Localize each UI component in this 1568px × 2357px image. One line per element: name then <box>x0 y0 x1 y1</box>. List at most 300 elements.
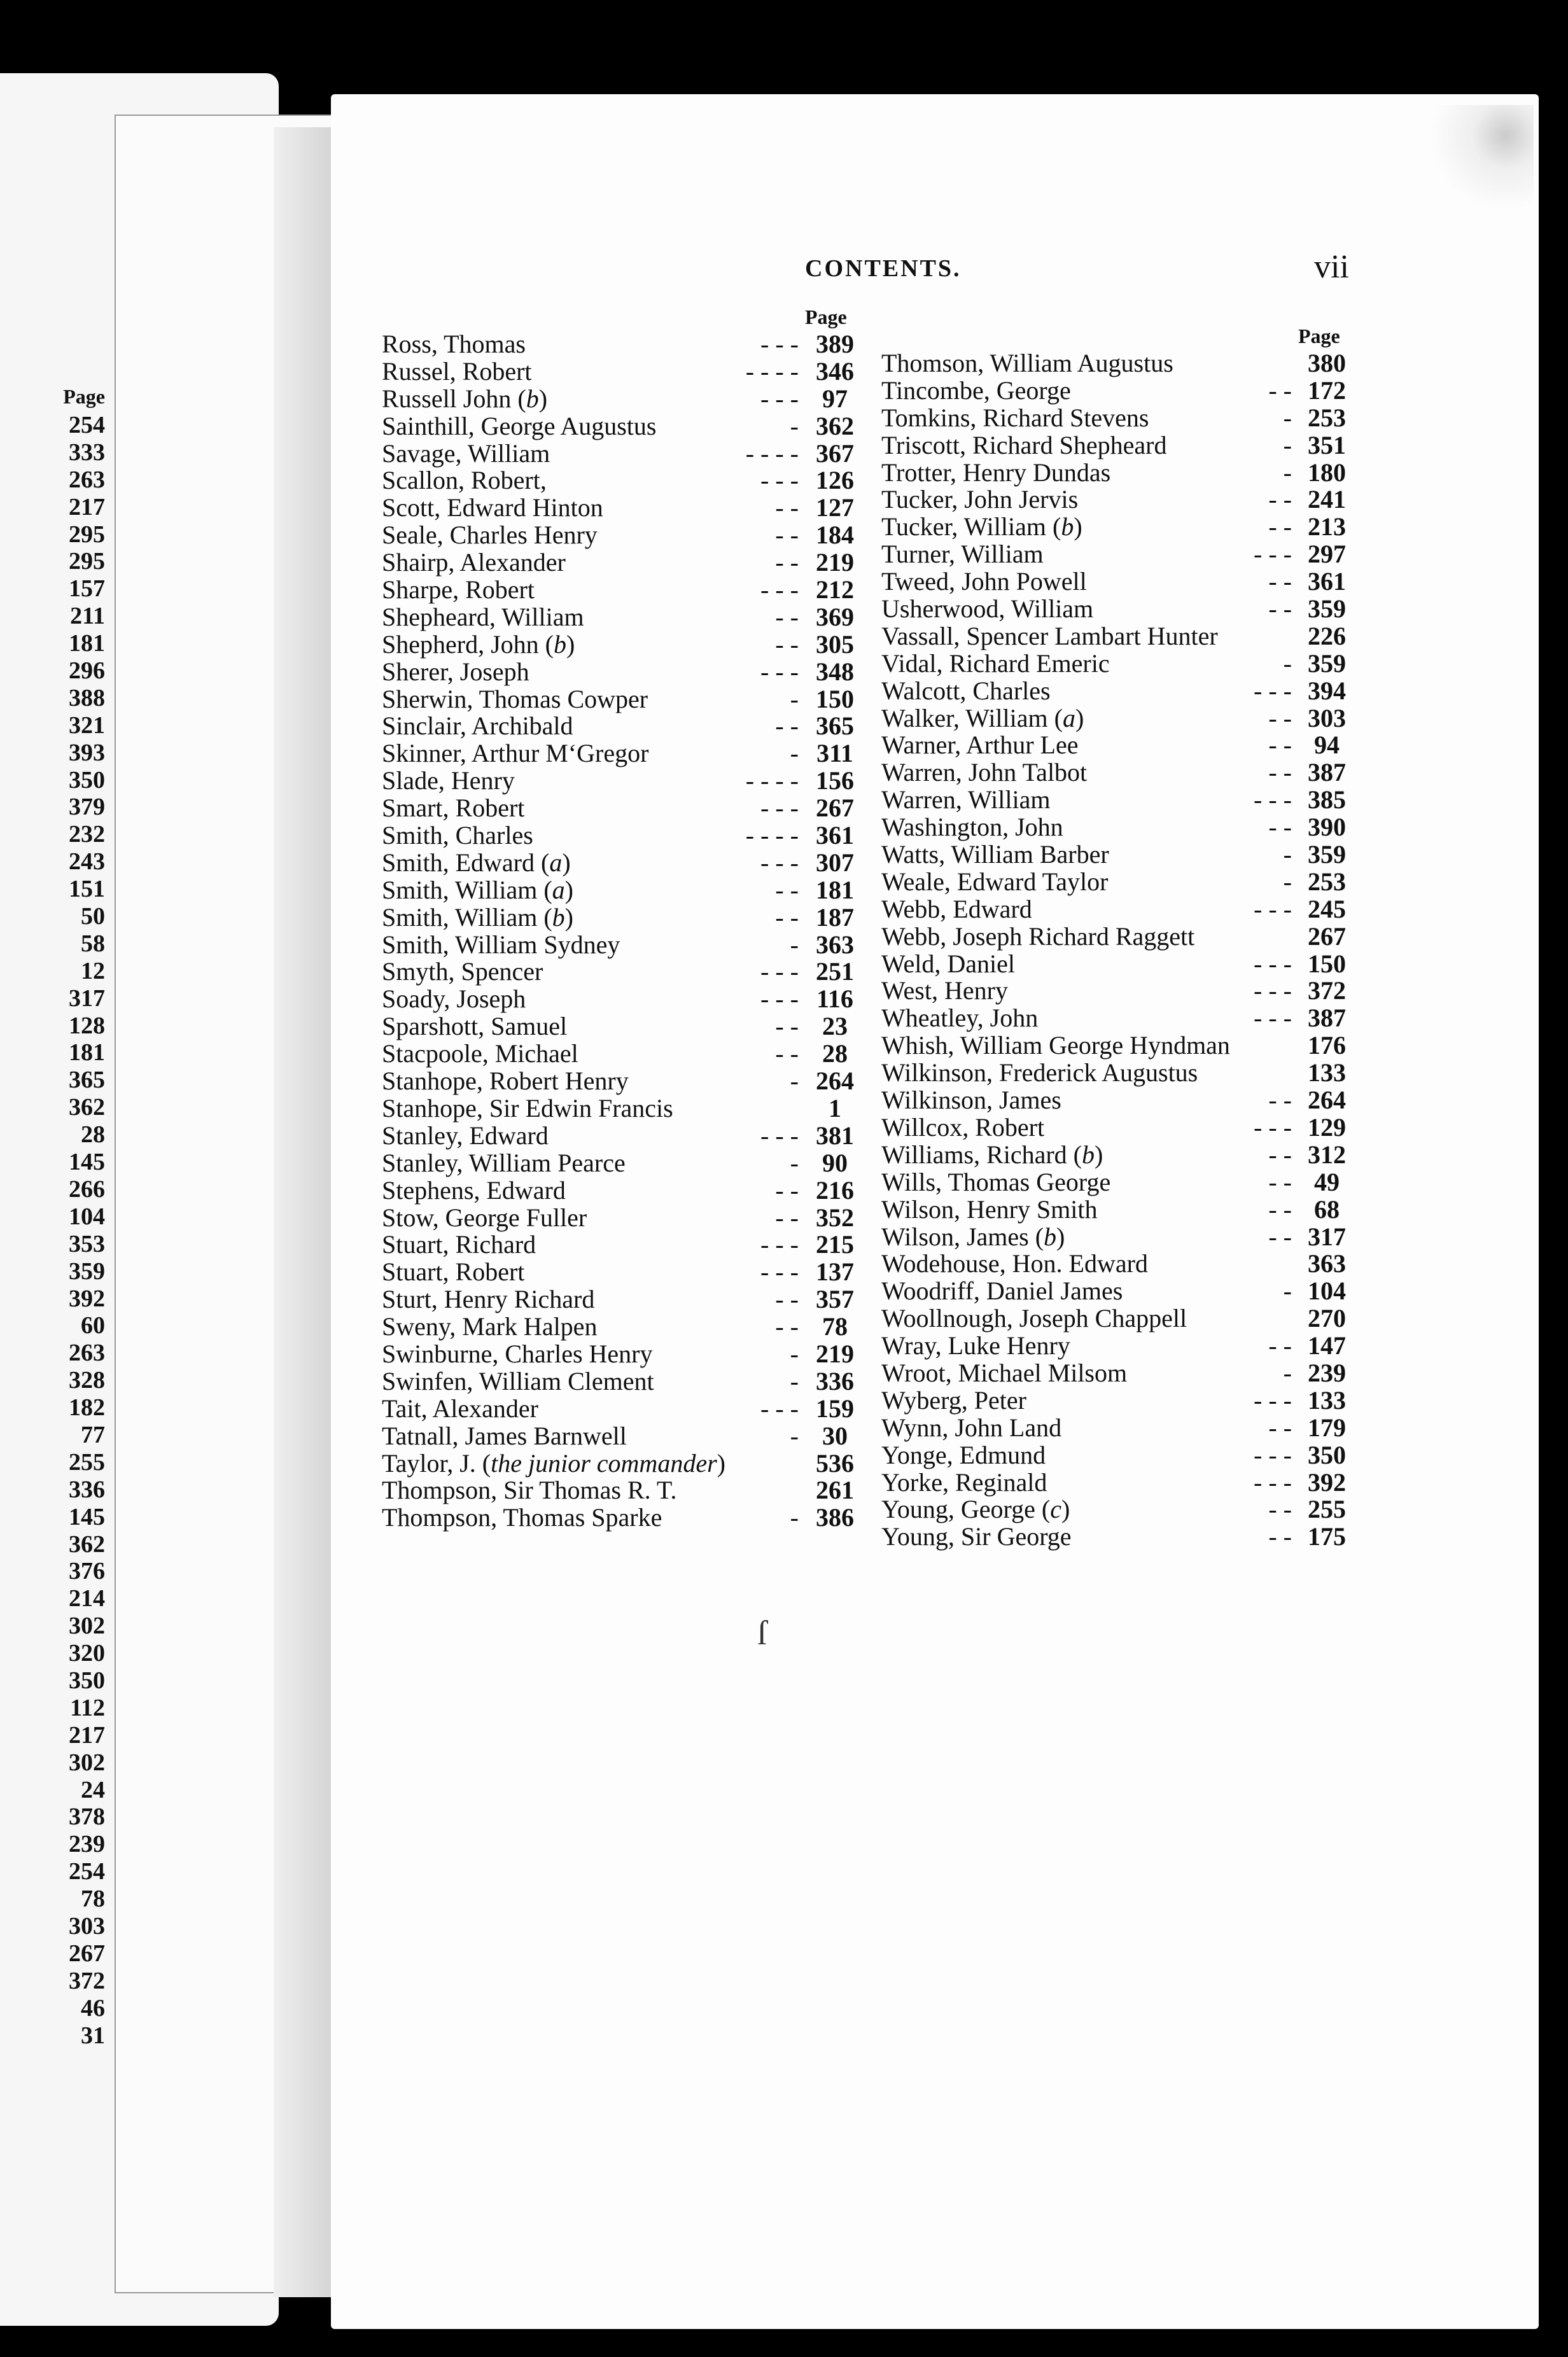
entry-name: Warren, John Talbot <box>881 758 1088 787</box>
entry-name: Sparshott, Samuel <box>382 1012 568 1041</box>
entry-page-number: 219 <box>816 548 854 577</box>
previous-page-number: 128 <box>69 1012 105 1039</box>
entry-leader-dashes: - - <box>1268 1222 1292 1251</box>
entry-name: Yonge, Edmund <box>881 1440 1046 1469</box>
previous-page-number: 350 <box>69 1667 105 1694</box>
contents-entry <box>382 494 865 522</box>
entry-name: Willcox, Robert <box>881 1112 1045 1142</box>
entry-name: Scott, Edward Hinton <box>382 493 603 522</box>
entry-leader-dashes: - <box>790 930 799 959</box>
entry-name: Walcott, Charles <box>881 676 1051 705</box>
entry-name: Scallon, Robert, <box>382 466 547 495</box>
entry-leader-dashes: - - - <box>760 957 799 986</box>
entry-name: Stacpoole, Michael <box>382 1039 578 1068</box>
entry-leader-dashes: - - <box>1268 1495 1292 1524</box>
entry-name: Russel, Robert <box>382 356 532 386</box>
entry-leader-dashes: - <box>790 411 799 440</box>
entry-page-number: 175 <box>1308 1522 1346 1551</box>
contents-entry <box>881 1332 1359 1360</box>
contents-entry <box>881 350 1359 377</box>
entry-page-number: 348 <box>816 657 854 686</box>
entry-name: Ross, Thomas <box>382 330 526 358</box>
previous-page-number: 211 <box>70 603 105 630</box>
entry-page-number: 362 <box>816 411 854 440</box>
entry-leader-dashes: - <box>1283 1276 1292 1306</box>
contents-entry <box>881 841 1359 869</box>
entry-page-number: 367 <box>816 438 854 468</box>
previous-page-number: 28 <box>81 1121 105 1149</box>
entry-name: Sherwin, Thomas Cowper <box>382 684 648 713</box>
entry-page-number: 394 <box>1308 676 1346 705</box>
entry-leader-dashes: - - <box>775 493 799 522</box>
entry-leader-dashes: - - <box>775 875 799 904</box>
contents-entry <box>881 1278 1359 1305</box>
contents-entry <box>881 1005 1359 1032</box>
contents-entry <box>881 650 1359 678</box>
entry-page-number: 363 <box>1308 1249 1346 1278</box>
entry-page-number: 129 <box>1308 1112 1346 1142</box>
entry-leader-dashes: - <box>790 1067 799 1096</box>
entry-page-number: 94 <box>1314 731 1340 760</box>
entry-leader-dashes: - <box>1283 867 1292 896</box>
entry-page-number: 137 <box>816 1257 854 1287</box>
entry-leader-dashes: - - - <box>1254 785 1292 815</box>
entry-page-number: 346 <box>816 356 854 386</box>
entry-leader-dashes: - <box>790 1503 799 1532</box>
entry-name: Stanhope, Sir Edwin Francis <box>382 1093 673 1123</box>
entry-leader-dashes: - - <box>1268 512 1292 542</box>
contents-entry <box>881 1169 1359 1196</box>
entry-name: Sainthill, George Augustus <box>382 411 657 440</box>
entry-leader-dashes: - - - <box>1254 540 1292 569</box>
entry-name: Seale, Charles Henry <box>382 521 598 550</box>
entry-name: Swinburne, Charles Henry <box>382 1339 653 1368</box>
contents-entry <box>881 1087 1359 1114</box>
entry-name: Wyberg, Peter <box>881 1385 1026 1415</box>
entry-page-number: 78 <box>822 1312 848 1341</box>
contents-entry <box>881 678 1359 705</box>
entry-leader-dashes: - - - <box>1254 949 1292 978</box>
contents-entry <box>382 386 865 413</box>
entry-page-number: 245 <box>1308 894 1346 923</box>
entry-name: Washington, John <box>881 813 1063 842</box>
contents-entry <box>382 631 865 659</box>
entry-page-number: 133 <box>1308 1385 1346 1415</box>
contents-entry <box>382 686 865 713</box>
entry-page-number: 179 <box>1308 1413 1346 1442</box>
entry-name: Smyth, Spencer <box>382 957 543 986</box>
previous-page-number: 350 <box>69 766 105 794</box>
entry-page-number: 1 <box>829 1093 841 1123</box>
entry-name: Smith, William (b) <box>382 902 573 932</box>
entry-leader-dashes: - - <box>1268 731 1292 760</box>
entry-leader-dashes: - <box>1283 1358 1292 1387</box>
contents-entry <box>881 1415 1359 1442</box>
entry-page-number: 363 <box>816 930 854 959</box>
contents-entry <box>382 1341 865 1368</box>
previous-page-number: 263 <box>69 466 105 493</box>
entry-leader-dashes: - - - <box>1254 676 1292 705</box>
entry-leader-dashes: - - - <box>760 657 799 686</box>
contents-entry <box>382 440 865 468</box>
entry-name: Slade, Henry <box>382 766 515 795</box>
entry-name: Smart, Robert <box>382 794 525 823</box>
entry-leader-dashes: - <box>790 1339 799 1368</box>
contents-entry <box>382 850 865 877</box>
entry-leader-dashes: - - - <box>1254 1440 1292 1469</box>
entry-name: Tincombe, George <box>881 375 1071 405</box>
entry-leader-dashes: - <box>1283 648 1292 678</box>
entry-page-number: 49 <box>1314 1167 1340 1196</box>
previous-page-number: 182 <box>69 1394 105 1422</box>
entry-name: Woodriff, Daniel James <box>881 1276 1123 1306</box>
previous-page-number: 333 <box>69 438 105 466</box>
entry-page-number: 133 <box>1308 1058 1346 1088</box>
entry-name: Sweny, Mark Halpen <box>382 1312 598 1341</box>
entry-page-number: 116 <box>816 984 853 1014</box>
entry-name: Taylor, J. (the junior commander) <box>382 1448 725 1478</box>
entry-page-number: 307 <box>816 848 854 877</box>
entry-leader-dashes: - - <box>775 521 799 550</box>
entry-page-number: 297 <box>1308 540 1346 569</box>
entry-name: Triscott, Richard Shepheard <box>881 430 1167 459</box>
entry-name: Stuart, Robert <box>382 1257 525 1287</box>
entry-page-number: 261 <box>816 1476 854 1505</box>
entry-page-number: 159 <box>816 1394 854 1423</box>
previous-page-numbers <box>0 381 105 2049</box>
contents-entry <box>382 932 865 959</box>
entry-page-number: 156 <box>816 766 854 795</box>
contents-entry <box>382 877 865 904</box>
contents-entry <box>382 822 865 850</box>
contents-entry <box>382 1395 865 1423</box>
entry-name: Warner, Arthur Lee <box>881 731 1079 760</box>
previous-page-number: 392 <box>69 1285 105 1312</box>
contents-entry <box>382 577 865 604</box>
entry-page-number: 359 <box>1308 594 1346 624</box>
entry-leader-dashes: - <box>1283 403 1292 432</box>
contents-entry <box>382 549 865 577</box>
contents-entry <box>881 1496 1359 1523</box>
entry-leader-dashes: - - <box>1268 1331 1292 1360</box>
entry-name: Stephens, Edward <box>382 1175 566 1205</box>
entry-leader-dashes: - - <box>775 902 799 932</box>
contents-entry <box>881 459 1359 487</box>
entry-page-number: 387 <box>1308 758 1346 787</box>
previous-page-number: 296 <box>69 657 105 685</box>
entry-leader-dashes: - - <box>1268 567 1292 596</box>
contents-entry <box>881 1360 1359 1387</box>
entry-page-number: 147 <box>1308 1331 1346 1360</box>
entry-name: Tatnall, James Barnwell <box>382 1421 627 1450</box>
entry-name: Savage, William <box>382 438 550 468</box>
entry-page-number: 150 <box>1308 949 1346 978</box>
contents-entry <box>881 541 1359 568</box>
entry-page-number: 212 <box>816 575 854 605</box>
contents-entry <box>382 522 865 549</box>
entry-list <box>382 331 865 1532</box>
entry-page-number: 312 <box>1308 1140 1346 1169</box>
entry-name: Young, George (c) <box>881 1495 1070 1524</box>
previous-page-number: 24 <box>81 1776 105 1803</box>
entry-page-number: 187 <box>816 902 854 932</box>
entry-page-number: 389 <box>816 330 854 358</box>
contents-entry <box>382 986 865 1013</box>
previous-page-header: Page <box>63 385 105 408</box>
entry-leader-dashes: - <box>1283 840 1292 869</box>
contents-entry <box>881 1387 1359 1415</box>
page-number: vii <box>1314 249 1349 285</box>
contents-entry <box>881 568 1359 596</box>
contents-entry <box>881 787 1359 814</box>
entry-name: Wills, Thomas George <box>881 1167 1111 1196</box>
entry-page-number: 239 <box>1308 1358 1346 1387</box>
entry-page-number: 369 <box>816 602 854 631</box>
entry-leader-dashes: - <box>790 1366 799 1395</box>
entry-page-number: 30 <box>822 1421 848 1450</box>
previous-page-number: 295 <box>69 548 105 575</box>
entry-leader-dashes: - - - <box>1254 1112 1292 1142</box>
entry-page-number: 267 <box>816 794 854 823</box>
previous-page-number: 77 <box>81 1421 105 1448</box>
entry-leader-dashes: - - <box>1268 813 1292 842</box>
previous-page-number: 393 <box>69 739 105 766</box>
entry-leader-dashes: - - <box>775 1312 799 1341</box>
entry-page-number: 357 <box>816 1285 854 1314</box>
previous-page-values <box>0 412 105 2049</box>
previous-page-number: 112 <box>70 1694 105 1721</box>
contents-entry <box>382 358 865 386</box>
contents-entry <box>881 432 1359 459</box>
contents-entry <box>881 405 1359 432</box>
entry-name: Tucker, William (b) <box>881 512 1082 542</box>
entry-page-number: 28 <box>822 1039 848 1068</box>
previous-page-number: 31 <box>81 2022 105 2049</box>
entry-page-number: 392 <box>1308 1467 1346 1497</box>
previous-page-number: 157 <box>69 575 105 603</box>
entry-name: Weld, Daniel <box>881 949 1016 978</box>
entry-name: Yorke, Reginald <box>881 1467 1047 1497</box>
entry-page-number: 305 <box>816 629 854 659</box>
previous-page-number: 46 <box>81 1994 105 2022</box>
entry-leader-dashes: - - - <box>1254 1004 1292 1033</box>
contents-entry <box>881 1114 1359 1142</box>
previous-page-number: 302 <box>69 1612 105 1640</box>
previous-page-number: 267 <box>69 1940 105 1967</box>
entry-name: Wilson, James (b) <box>881 1222 1065 1251</box>
entry-page-number: 180 <box>1308 458 1346 487</box>
entry-name: West, Henry <box>881 976 1008 1005</box>
entry-page-number: 150 <box>816 684 854 713</box>
contents-entry <box>881 623 1359 650</box>
previous-page-number: 303 <box>69 1912 105 1940</box>
contents-entry <box>881 1224 1359 1251</box>
entry-name: Whish, William George Hyndman <box>881 1031 1230 1060</box>
entry-leader-dashes: - - <box>1268 703 1292 732</box>
entry-page-number: 251 <box>816 957 854 986</box>
previous-page-number: 328 <box>69 1367 105 1394</box>
entry-page-number: 270 <box>1308 1304 1346 1333</box>
entry-page-number: 359 <box>1308 840 1346 869</box>
contents-entry <box>382 331 865 358</box>
previous-page-number: 365 <box>69 1067 105 1094</box>
contents-entry <box>382 413 865 440</box>
entry-leader-dashes: - - <box>1268 1522 1292 1551</box>
entry-page-number: 361 <box>1308 567 1346 596</box>
entry-page-number: 359 <box>1308 648 1346 678</box>
contents-entry <box>382 767 865 795</box>
contents-entry <box>881 896 1359 923</box>
entry-page-number: 267 <box>1308 921 1346 951</box>
entry-leader-dashes: - - - - <box>745 438 799 468</box>
column-page-header: Page <box>1298 325 1340 347</box>
entry-page-number: 380 <box>1308 349 1346 377</box>
entry-page-number: 97 <box>822 384 848 413</box>
contents-entry <box>382 795 865 822</box>
previous-page-number: 243 <box>69 848 105 876</box>
entry-name: Williams, Richard (b) <box>881 1140 1103 1169</box>
entry-leader-dashes: - - - <box>760 1230 799 1259</box>
contents-entry <box>382 1095 865 1123</box>
previous-page-number: 336 <box>69 1476 105 1503</box>
entry-name: Wodehouse, Hon. Edward <box>881 1249 1148 1278</box>
previous-page-number: 12 <box>81 957 105 984</box>
contents-entry <box>382 740 865 767</box>
entry-name: Smith, Edward (a) <box>382 848 571 877</box>
previous-page-number: 388 <box>69 684 105 711</box>
entry-leader-dashes: - - - <box>760 848 799 877</box>
entry-page-number: 336 <box>816 1366 854 1395</box>
entry-name: Shairp, Alexander <box>382 548 566 577</box>
entry-name: Thomson, William Augustus <box>881 349 1173 377</box>
entry-leader-dashes: - - <box>775 548 799 577</box>
entry-name: Stow, George Fuller <box>382 1203 587 1232</box>
entry-page-number: 253 <box>1308 403 1346 432</box>
entry-leader-dashes: - <box>790 1421 799 1450</box>
entry-page-number: 390 <box>1308 813 1346 842</box>
previous-page-number: 321 <box>69 711 105 739</box>
entry-name: Trotter, Henry Dundas <box>881 458 1111 487</box>
column-page-header: Page <box>805 305 847 328</box>
entry-name: Tomkins, Richard Stevens <box>881 403 1149 432</box>
previous-page-number: 362 <box>69 1094 105 1121</box>
entry-page-number: 184 <box>816 521 854 550</box>
entry-leader-dashes: - - - <box>1254 894 1292 923</box>
entry-name: Vidal, Richard Emeric <box>881 648 1110 678</box>
entry-name: Thompson, Thomas Sparke <box>382 1503 662 1532</box>
contents-entry <box>382 1504 865 1532</box>
entry-name: Shepherd, John (b) <box>382 629 575 659</box>
entry-page-number: 264 <box>816 1067 854 1096</box>
previous-page-number: 359 <box>69 1257 105 1285</box>
entry-name: Usherwood, William <box>881 594 1094 624</box>
contents-entry <box>382 1423 865 1450</box>
entry-name: Webb, Edward <box>881 894 1032 923</box>
page-title: CONTENTS. <box>805 255 962 282</box>
contents-entry <box>382 1068 865 1095</box>
entry-page-number: 351 <box>1308 430 1346 459</box>
entry-leader-dashes: - - - <box>760 984 799 1014</box>
entry-page-number: 213 <box>1308 512 1346 542</box>
previous-page-number: 145 <box>69 1503 105 1530</box>
entry-leader-dashes: - - <box>1268 758 1292 787</box>
entry-name: Thompson, Sir Thomas R. T. <box>382 1476 677 1505</box>
running-head <box>668 248 1368 293</box>
entry-leader-dashes: - - <box>775 711 799 741</box>
contents-entry <box>881 1196 1359 1224</box>
previous-page-number: 254 <box>69 412 105 438</box>
entry-leader-dashes: - - - <box>760 1394 799 1423</box>
entry-leader-dashes: - - - <box>760 575 799 605</box>
contents-entry <box>881 869 1359 896</box>
previous-page-number: 379 <box>69 794 105 821</box>
entry-page-number: 127 <box>816 493 854 522</box>
contents-entry <box>382 1368 865 1395</box>
entry-name: Shepheard, William <box>382 602 584 631</box>
contents-entry <box>382 1313 865 1341</box>
entry-page-number: 317 <box>1308 1222 1346 1251</box>
entry-page-number: 215 <box>816 1230 854 1259</box>
entry-leader-dashes: - - <box>775 1203 799 1232</box>
contents-entry <box>382 904 865 932</box>
entry-name: Wynn, John Land <box>881 1413 1062 1442</box>
entry-leader-dashes: - - - <box>1254 1467 1292 1497</box>
contents-entry <box>382 467 865 494</box>
previous-page-number: 295 <box>69 521 105 548</box>
previous-page-number: 263 <box>69 1339 105 1367</box>
entry-name: Young, Sir George <box>881 1522 1072 1551</box>
entry-leader-dashes: - - <box>775 602 799 631</box>
contents-entry <box>382 659 865 686</box>
entry-name: Tweed, John Powell <box>881 567 1087 596</box>
entry-leader-dashes: - - - - <box>745 766 799 795</box>
previous-page-number: 151 <box>69 876 105 903</box>
entry-list <box>881 350 1359 1551</box>
entry-name: Turner, William <box>881 540 1044 569</box>
contents-entry <box>382 1259 865 1286</box>
contents-entry <box>881 759 1359 787</box>
previous-page-number: 372 <box>69 1967 105 1994</box>
entry-name: Stanley, Edward <box>382 1121 549 1150</box>
previous-page-number: 362 <box>69 1530 105 1558</box>
entry-leader-dashes: - <box>1283 458 1292 487</box>
entry-name: Tucker, John Jervis <box>881 485 1079 514</box>
contents-entry <box>881 1442 1359 1469</box>
entry-name: Walker, William (a) <box>881 703 1084 732</box>
contents-entry <box>881 1250 1359 1278</box>
entry-page-number: 216 <box>816 1175 854 1205</box>
entry-page-number: 536 <box>816 1448 854 1478</box>
entry-page-number: 23 <box>822 1012 848 1041</box>
contents-entry <box>382 1123 865 1150</box>
contents-entry <box>881 732 1359 759</box>
entry-name: Sherer, Joseph <box>382 657 529 686</box>
entry-name: Soady, Joseph <box>382 984 526 1014</box>
entry-name: Sharpe, Robert <box>382 575 535 605</box>
entry-name: Warren, William <box>881 785 1051 815</box>
contents-entry <box>881 1142 1359 1169</box>
entry-page-number: 387 <box>1308 1004 1346 1033</box>
contents-entry <box>881 1032 1359 1060</box>
contents-entry <box>881 377 1359 405</box>
entry-name: Wilson, Henry Smith <box>881 1194 1098 1224</box>
contents-entry <box>382 1477 865 1504</box>
entry-leader-dashes: - - <box>1268 1086 1292 1115</box>
entry-name: Swinfen, William Clement <box>382 1366 654 1395</box>
previous-page-number: 104 <box>69 1203 105 1230</box>
entry-leader-dashes: - - - <box>760 384 799 413</box>
entry-leader-dashes: - - - <box>760 466 799 495</box>
